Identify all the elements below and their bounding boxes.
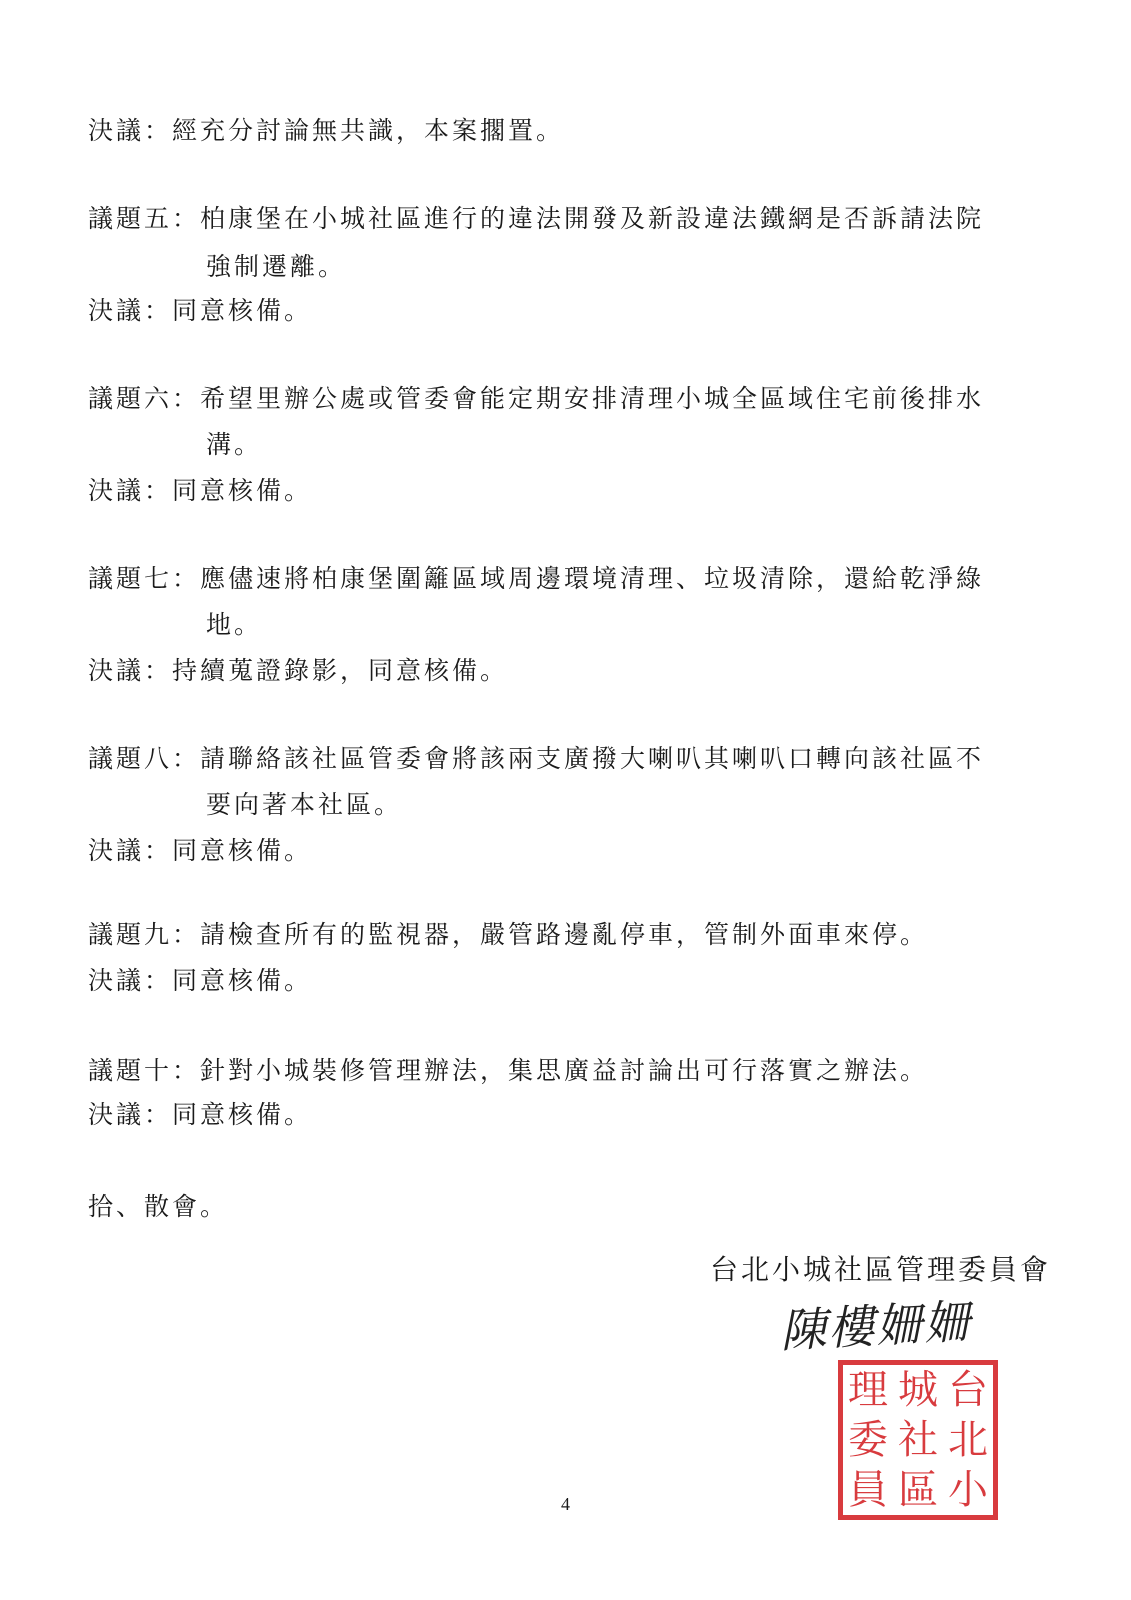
- seal-char: 城: [898, 1367, 938, 1413]
- agenda-item-8-cont: 要向著本社區。: [206, 790, 403, 819]
- resolution-line: 決議：經充分討論無共識，本案擱置。: [88, 116, 565, 145]
- agenda-item-7: 議題七：應儘速將柏康堡圍籬區域周邊環境清理、垃圾清除，還給乾淨綠: [88, 564, 985, 593]
- seal-char: 理: [848, 1367, 888, 1413]
- resolution-line: 決議：同意核備。: [88, 296, 313, 325]
- organization-name: 台北小城社區管理委員會: [709, 1253, 1051, 1286]
- agenda-item-5-cont: 強制遷離。: [206, 252, 347, 281]
- agenda-item-8: 議題八：請聯絡該社區管委會將該兩支廣撥大喇叭其喇叭口轉向該社區不: [88, 744, 985, 773]
- agenda-item-10: 議題十：針對小城裝修管理辦法，集思廣益討論出可行落實之辦法。: [88, 1056, 929, 1085]
- seal-char: 委: [848, 1417, 888, 1463]
- seal-char: 台: [948, 1367, 988, 1413]
- seal-char: 社: [898, 1417, 938, 1463]
- agenda-item-6: 議題六：希望里辦公處或管委會能定期安排清理小城全區域住宅前後排水: [88, 384, 985, 413]
- agenda-item-9: 議題九：請檢查所有的監視器，嚴管路邊亂停車，管制外面車來停。: [88, 920, 929, 949]
- signature: 陳樓姍姍: [778, 1294, 974, 1358]
- agenda-item-5: 議題五：柏康堡在小城社區進行的違法開發及新設違法鐵網是否訴請法院: [88, 204, 985, 233]
- resolution-line: 決議：同意核備。: [88, 1100, 313, 1129]
- page-number: 4: [561, 1494, 570, 1514]
- seal-char: 小: [948, 1467, 988, 1513]
- seal-char: 區: [898, 1467, 938, 1513]
- adjournment: 拾、散會。: [88, 1192, 229, 1221]
- seal-char: 北: [948, 1417, 988, 1463]
- agenda-item-6-cont: 溝。: [206, 430, 263, 459]
- resolution-line: 決議：持續蒐證錄影，同意核備。: [88, 656, 509, 685]
- resolution-line: 決議：同意核備。: [88, 966, 313, 995]
- seal-char: 員: [848, 1467, 888, 1513]
- resolution-line: 決議：同意核備。: [88, 476, 313, 505]
- agenda-item-7-cont: 地。: [206, 610, 263, 639]
- resolution-line: 決議：同意核備。: [88, 836, 313, 865]
